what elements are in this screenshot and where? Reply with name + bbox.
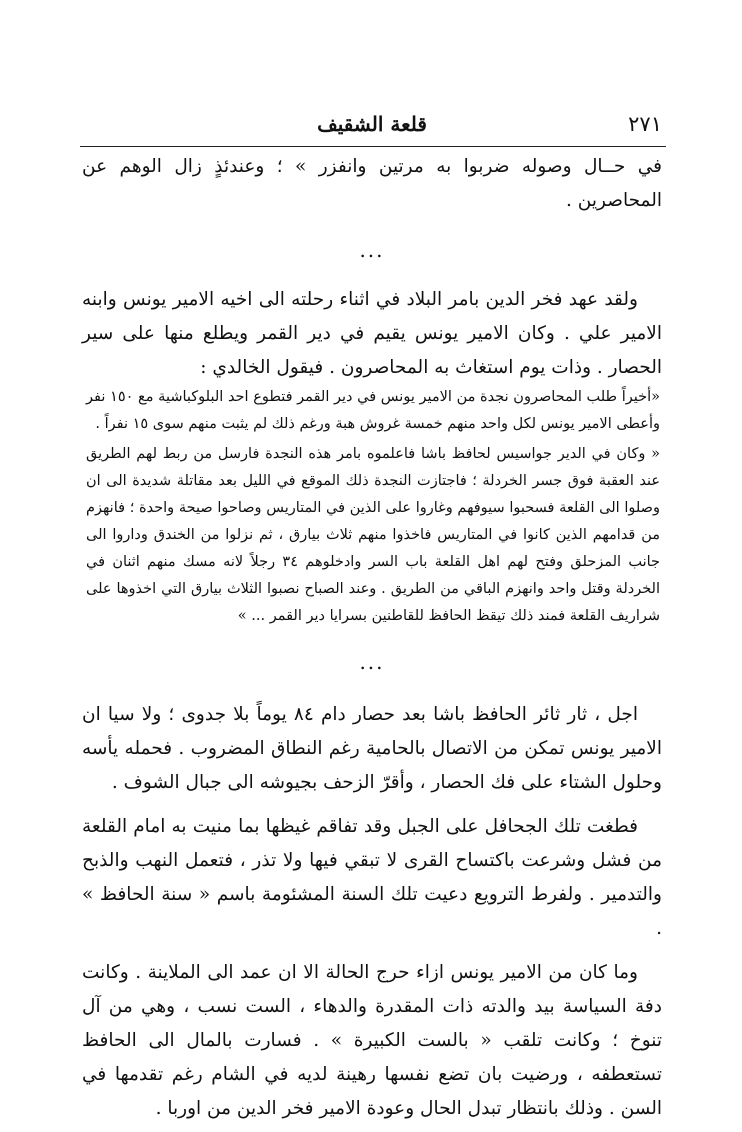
- header-rule: [80, 146, 666, 147]
- running-head: [82, 112, 662, 142]
- paragraph-3: اجل ، ثار ثائر الحافظ باشا بعد حصار دام ٨٤ يوماً بلا جدوى ؛ ولا سيا ان الامير يونس تمكن من الاتصال بالحامية رغم النطاق المضروب . فحمله يأسه وحلول الشتاء على فك الحصار ، وأقرّ الزحف بجيوشه الى جبال الشوف .: [82, 704, 662, 793]
- paragraph-block-3: [82, 698, 662, 1126]
- opening-paragraph-block: [82, 150, 662, 218]
- book-title: قلعة الشقيف: [317, 112, 427, 136]
- section-separator: ...: [359, 238, 385, 262]
- paragraph-4: فطغت تلك الجحافل على الجبل وقد تفاقم غيظها بما منيت به امام القلعة من فشل وشرعت باكتساح القرى لا تبقي فيها ولا تذر ، فتعمل النهب والذبح والتدمير . ولفرط الترويع دعيت تلك السنة المشئومة باسم « سنة الحافظ » .: [82, 816, 662, 939]
- quotation-block: [86, 384, 660, 630]
- paragraph-5: وما كان من الامير يونس ازاء حرج الحالة الا ان عمد الى الملاينة . وكانت دفة السياسة بيد والدته ذات المقدرة والدهاء ، الست نسب ، وهي من آل تنوخ ؛ وكانت تلقب « بالست الكبيرة » . فسارت بالمال الى الحافظ تستعطفه ، ورضيت بان تضع نفسها رهينة لديه في الشام رغم تقدمها في السن . وذلك بانتظار تبدل الحال وعودة الامير فخر الدين من اوربا .: [82, 962, 662, 1119]
- paragraph-2: ولقد عهد فخر الدين بامر البلاد في اثناء رحلته الى اخيه الامير يونس وابنه الامير علي . وكان الامير يونس يقيم في دير القمر ويطلع منها على سير الحصار . وذات يوم استغاث به المحاصرون . فيقول الخالدي :: [82, 289, 662, 378]
- opening-paragraph: في حــال وصوله ضربوا به مرتين وانفزر » ؛ وعندئذٍ زال الوهم عن المحاصرين .: [82, 156, 662, 211]
- section-separator: ...: [359, 650, 385, 674]
- quotation-1: «أخيراً طلب المحاصرون نجدة من الامير يونس في دير القمر فتطوع احد البلوكباشية مع ١٥٠ نفر وأعطى الامير يونس لكل واحد منهم خمسة غروش هبة ورغم ذلك لم يثبت منهم سوى ١٥ نفراً .: [86, 389, 661, 432]
- page-number: ٢٧١: [628, 112, 662, 136]
- paragraph-block-2: [82, 283, 662, 385]
- quotation-2: « وكان في الدير جواسيس لحافظ باشا فاعلموه بامر هذه النجدة فارسل من ربط لهم الطريق عند العقبة فوق جسر الخردلة ؛ فاجتازت النجدة ذلك الموقع في الليل بعد مقاتلة شديدة الى ان وصلوا الى القلعة فسحبوا سيوفهم وغاروا على الذين في المتاريس وصاحوا صيحة واحدة ؛ فانهزم من قدامهم الذين كانوا في المتاريس فاخذوا منهم ثلاث بيارق ، ثم نزلوا من الخندق وداروا الى جانب المزحلق وفتح لهم اهل القلعة باب السر وادخلوهم ٣٤ رجلاً لانه مسك منهم اثنان في الخردلة وقتل واحد وانهزم الباقي من الطريق . وعند الصباح نصبوا الثلاث بيارق التي اخذوها على شراريف القلعة فمند ذلك تيقظ الحافظ للقاطنين بسرايا دير القمر ... »: [86, 446, 660, 624]
